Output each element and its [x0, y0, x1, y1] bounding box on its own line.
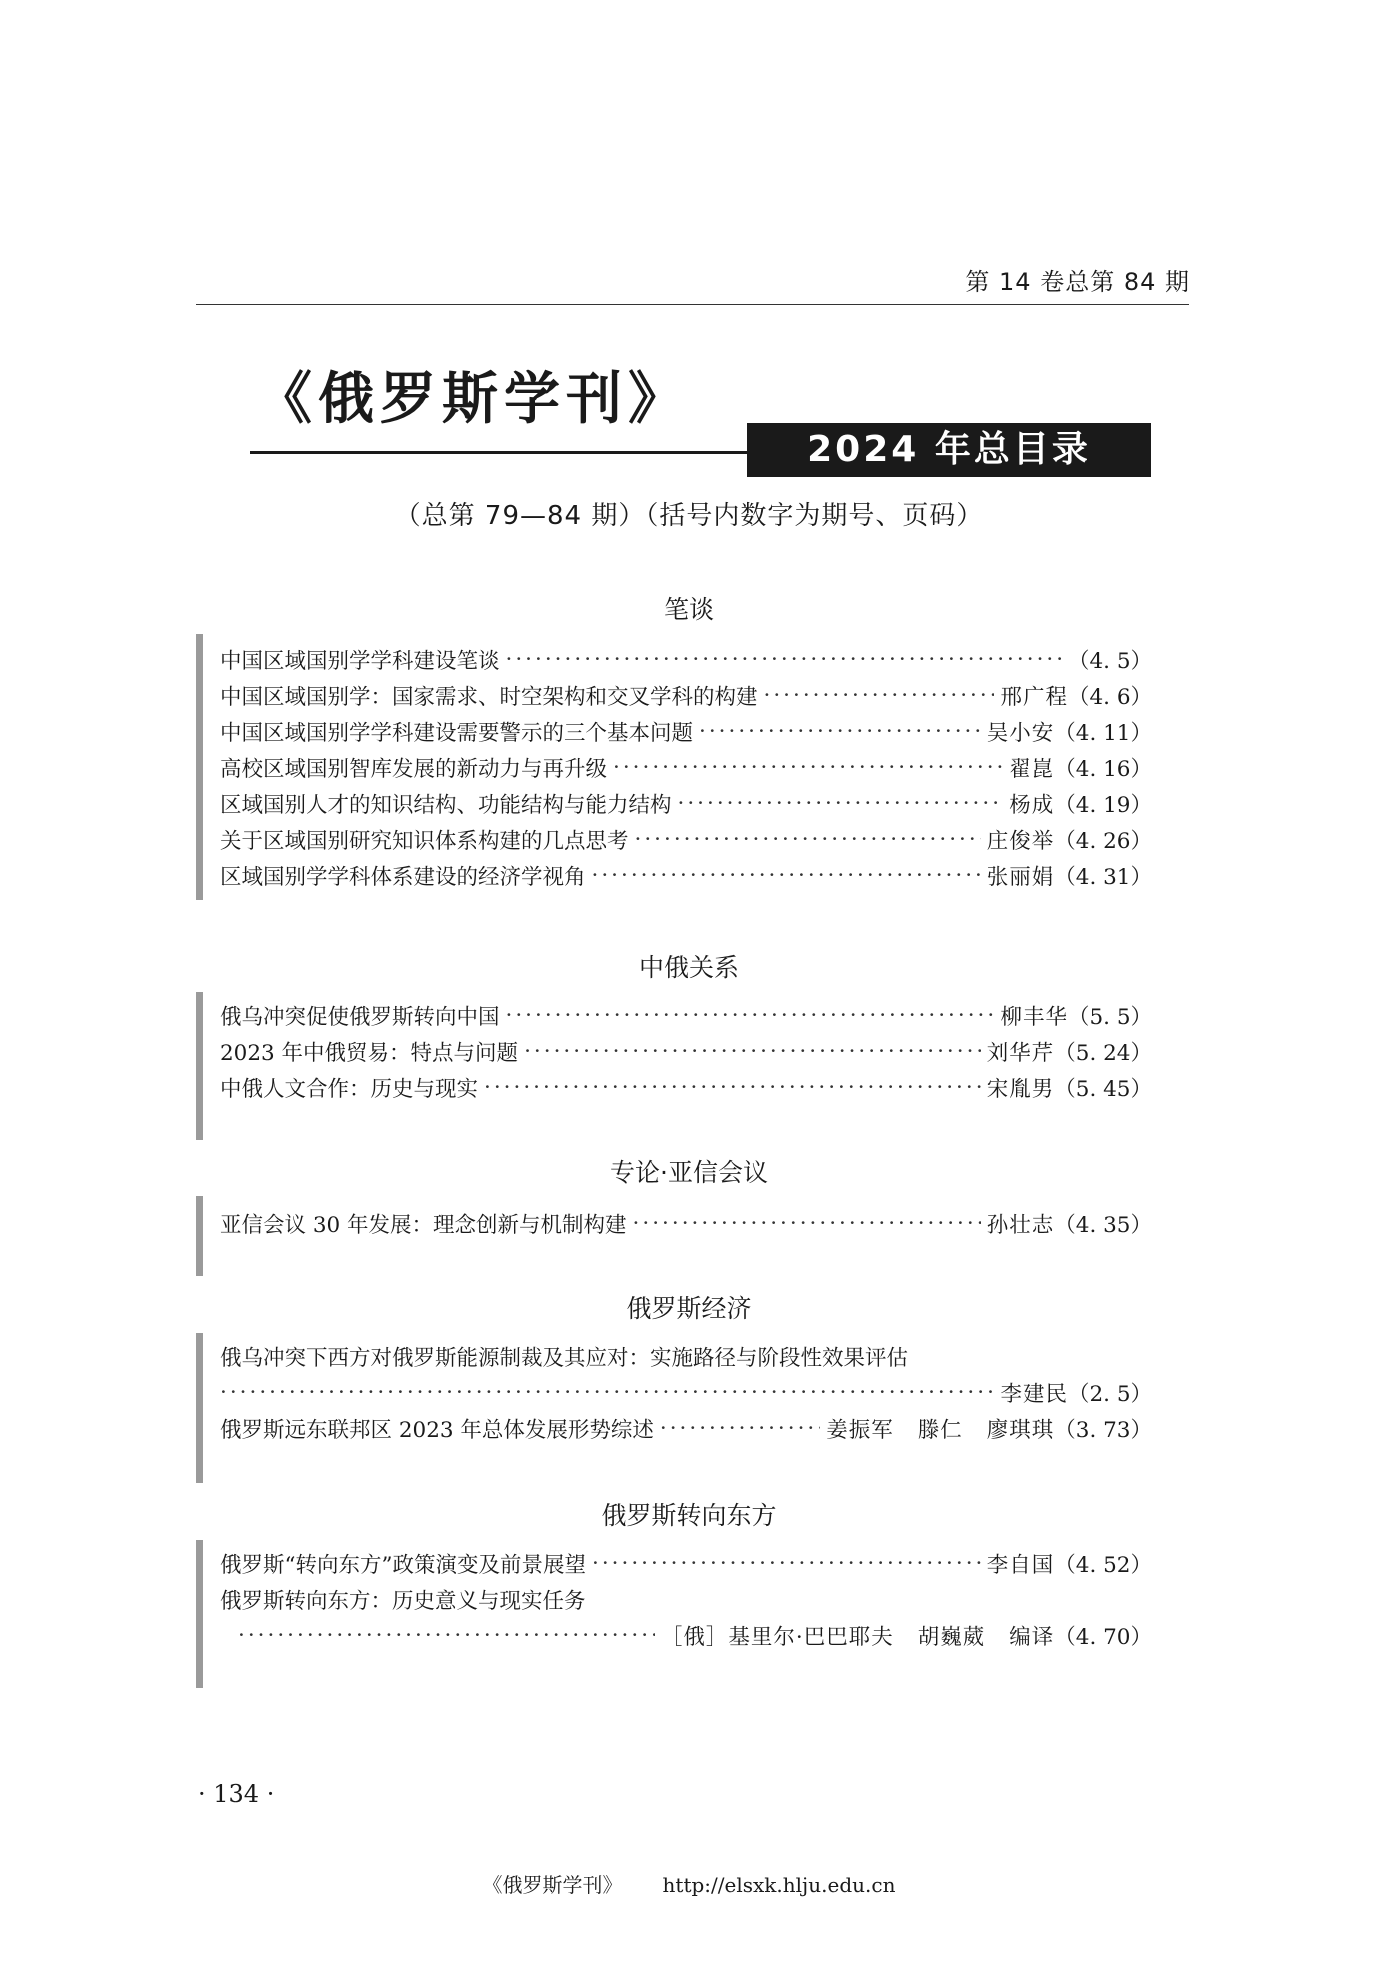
toc-entry: [220, 1545, 1152, 1581]
entry-page: （4. 31）: [1054, 864, 1152, 890]
page-footer: [0, 1869, 1378, 1898]
entry-title: 俄罗斯转向东方：历史意义与现实任务: [220, 1588, 586, 1614]
entry-author: 李自国: [986, 1552, 1055, 1578]
toc-entry: [220, 749, 1152, 785]
entry-title: 俄乌冲突促使俄罗斯转向中国: [220, 1004, 500, 1030]
entry-page: （4. 52）: [1054, 1552, 1152, 1578]
entry-page: （5. 45）: [1054, 1076, 1152, 1102]
entry-title: 关于区域国别研究知识体系构建的几点思考: [220, 828, 629, 854]
section-bar: [196, 1333, 203, 1483]
entry-page: （5. 24）: [1054, 1040, 1152, 1066]
entry-author: 刘华芹: [986, 1040, 1055, 1066]
entry-page: （4. 16）: [1054, 756, 1152, 782]
entry-page: （3. 73）: [1054, 1417, 1152, 1443]
entry-author: 翟崑: [1009, 756, 1055, 782]
entry-title: 区域国别人才的知识结构、功能结构与能力结构: [220, 792, 672, 818]
index-subtitle: （总第 79—84 期）（括号内数字为期号、页码）: [394, 501, 984, 531]
entry-author: 吴小安: [986, 720, 1055, 746]
section-bar: [196, 992, 203, 1140]
toc-entry: [220, 821, 1152, 857]
entry-author: 姜振军 滕仁 廖琪琪: [826, 1417, 1055, 1443]
entry-title: 中国区域国别学学科建设需要警示的三个基本问题: [220, 720, 694, 746]
section-bar: [196, 634, 203, 900]
toc-entry: [220, 857, 1152, 893]
title-underline: [250, 451, 750, 454]
section-title: 中俄关系: [638, 953, 739, 982]
section-bar: [196, 1196, 203, 1276]
entry-title: 俄罗斯远东联邦区 2023 年总体发展形势综述: [220, 1417, 654, 1443]
entry-author: 庄俊举: [986, 828, 1055, 854]
dot-leader: [592, 863, 981, 888]
dot-leader: [592, 1551, 981, 1576]
dot-leader: [220, 1380, 994, 1405]
dot-leader: [506, 1003, 995, 1028]
entry-page: （4. 5）: [1067, 648, 1152, 674]
toc-entry: [220, 1069, 1152, 1105]
toc-entry: [220, 641, 1152, 677]
dot-leader: [678, 791, 1004, 816]
entry-title: 中国区域国别学学科建设笔谈: [220, 648, 500, 674]
entry-author: 孙壮志: [986, 1212, 1055, 1238]
toc-entry: [220, 1033, 1152, 1069]
dot-leader: [660, 1416, 820, 1441]
entry-page: （4. 6）: [1067, 684, 1152, 710]
journal-title: 《俄罗斯学刊》: [256, 367, 690, 432]
dot-leader: [635, 827, 981, 852]
dot-leader: [699, 719, 981, 744]
toc-entry-title-line: [220, 1338, 1152, 1374]
section-title: 专论·亚信会议: [610, 1158, 768, 1187]
toc-entry-title-line: [220, 1581, 1152, 1617]
volume-issue: 第 14 卷总第 84 期: [965, 268, 1190, 296]
entry-page: （4. 11）: [1054, 720, 1152, 746]
entry-page: （4. 35）: [1054, 1212, 1152, 1238]
entry-author: ［俄］基里尔·巴巴耶夫 胡巍葳 编译: [660, 1624, 1055, 1650]
entry-title: 俄罗斯“转向东方”政策演变及前景展望: [220, 1552, 586, 1578]
entry-page: （4. 19）: [1054, 792, 1152, 818]
footer-journal: 《俄罗斯学刊》: [482, 1873, 623, 1897]
dot-leader: [238, 1623, 655, 1648]
toc-entry-leader-line: [220, 1617, 1152, 1653]
page-number: · 134 ·: [198, 1780, 275, 1808]
entry-page: （5. 5）: [1067, 1004, 1152, 1030]
toc-entry: [220, 1410, 1152, 1446]
dot-leader: [633, 1211, 981, 1236]
entry-title: 区域国别学学科体系建设的经济学视角: [220, 864, 586, 890]
toc-entry-leader-line: [220, 1374, 1152, 1410]
toc-entry: [220, 785, 1152, 821]
entry-title: 亚信会议 30 年发展：理念创新与机制构建: [220, 1212, 627, 1238]
entry-title: 中俄人文合作：历史与现实: [220, 1076, 479, 1102]
toc-entry: [220, 997, 1152, 1033]
entry-author: 杨成: [1009, 792, 1055, 818]
toc-entry: [220, 1205, 1152, 1241]
dot-leader: [613, 755, 1003, 780]
entry-title: 高校区域国别智库发展的新动力与再升级: [220, 756, 608, 782]
section-title: 俄罗斯经济: [626, 1294, 752, 1323]
entry-page: （2. 5）: [1067, 1381, 1152, 1407]
entry-title: 中国区域国别学：国家需求、时空架构和交叉学科的构建: [220, 684, 758, 710]
entry-author: 邢广程: [1000, 684, 1068, 710]
section-title: 笔谈: [663, 595, 714, 624]
entry-author: 张丽娟: [986, 864, 1055, 890]
entry-author: 宋胤男: [986, 1076, 1055, 1102]
index-banner: 2024 年总目录: [747, 423, 1151, 477]
entry-page: （4. 70）: [1054, 1624, 1152, 1650]
dot-leader: [484, 1075, 981, 1100]
toc-entry: [220, 713, 1152, 749]
dot-leader: [506, 647, 1062, 672]
dot-leader: [524, 1039, 981, 1064]
entry-title: 俄乌冲突下西方对俄罗斯能源制裁及其应对：实施路径与阶段性效果评估: [220, 1345, 909, 1371]
entry-author: 柳丰华: [1000, 1004, 1068, 1030]
entry-author: 李建民: [1000, 1381, 1068, 1407]
section-title: 俄罗斯转向东方: [601, 1501, 777, 1530]
footer-url: http://elsxk.hlju.edu.cn: [662, 1873, 896, 1897]
entry-page: （4. 26）: [1054, 828, 1152, 854]
dot-leader: [764, 683, 995, 708]
section-bar: [196, 1540, 203, 1688]
entry-title: 2023 年中俄贸易：特点与问题: [220, 1040, 519, 1066]
header-rule: [196, 304, 1189, 305]
toc-entry: [220, 677, 1152, 713]
